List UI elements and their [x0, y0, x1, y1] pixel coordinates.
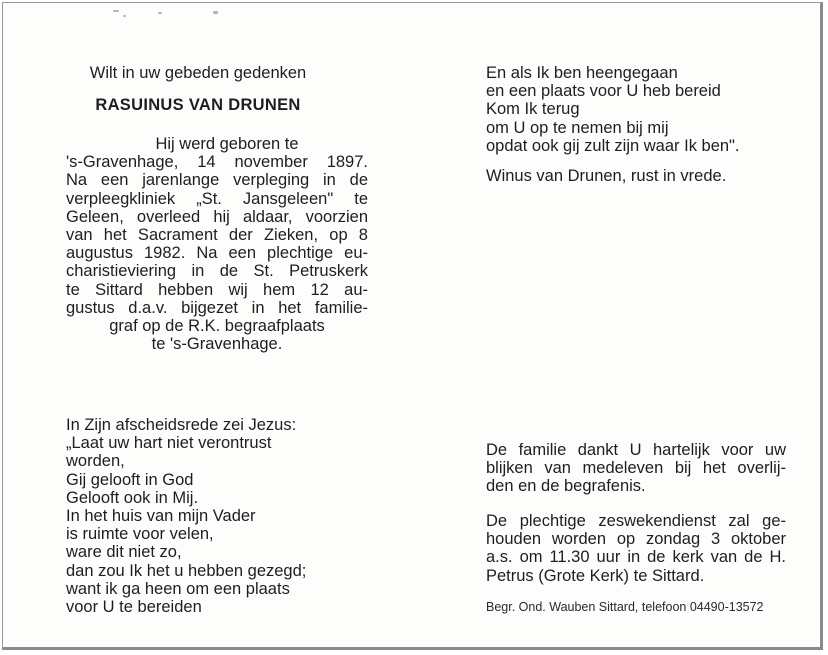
service-line: De plechtige zeswekendienst zal ge-	[486, 512, 786, 530]
service-line: houden worden op zondag 3 oktober	[486, 530, 786, 549]
scripture-line: „Laat uw hart niet verontrust	[66, 434, 272, 453]
scripture-line: In het huis van mijn Vader	[66, 507, 256, 526]
biography-line: charistieviering in de St. Petruskerk	[66, 262, 368, 281]
scan-specks	[113, 6, 233, 20]
scripture-line: Gelooft ook in Mij.	[66, 488, 199, 507]
intro-line	[63, 64, 333, 82]
thanks-paragraph	[486, 441, 786, 496]
printer-credit: Begr. Ond. Wauben Sittard, telefoon 04490-13572	[486, 600, 764, 614]
scripture-line: dan zou Ik het u hebben gezegd;	[66, 561, 307, 580]
thanks-line: den en de begrafenis.	[486, 477, 646, 496]
scripture-line: Gij gelooft in God	[66, 470, 194, 489]
farewell-text: Winus van Drunen, rust in vrede.	[486, 167, 727, 185]
biography-line: gustus d.a.v. bijgezet in het familie-	[66, 298, 368, 317]
biography-line: Geleen, overleed hij aldaar, voorzien	[66, 207, 368, 226]
biography-line: Hij werd geboren te	[155, 135, 299, 153]
scripture-line: is ruimte voor velen,	[66, 525, 214, 544]
farewell-line	[486, 167, 796, 185]
biography-line: verpleegkliniek „St. Jansgeleen" te	[66, 189, 368, 208]
quote-line: om U op te nemen bij mij	[486, 118, 669, 137]
biography-line: te Sittard hebben wij hem 12 au-	[66, 280, 368, 299]
service-line: Petrus (Grote Kerk) te Sittard.	[486, 566, 705, 585]
biography-line: te 's-Gravenhage.	[151, 335, 283, 354]
intro-text: Wilt in uw gebeden gedenken	[89, 64, 307, 82]
quote-line: opdat ook gij zult zijn waar Ik ben".	[486, 136, 740, 155]
biography-line: van het Sacrament der Zieken, op 8	[66, 226, 368, 245]
deceased-name: RASUINUS VAN DRUNEN	[95, 96, 301, 114]
scripture-line: In Zijn afscheidsrede zei Jezus:	[66, 416, 297, 434]
biography-line: augustus 1982. Na een plechtige eu-	[66, 244, 368, 263]
prayer-card	[2, 2, 823, 650]
scripture-line: voor U te bereiden	[66, 598, 202, 617]
service-line: a.s. om 11.30 uur in de kerk van de H.	[486, 548, 786, 567]
quote-line: Kom Ik terug	[486, 100, 580, 119]
biography-paragraph	[66, 135, 368, 353]
scripture-line: want ik ga heen om een plaats	[66, 579, 290, 598]
scripture-passage	[66, 416, 366, 616]
biography-line: 's-Gravenhage, 14 november 1897.	[66, 153, 368, 172]
biography-line: graf op de R.K. begraafplaats	[109, 317, 325, 336]
quote-line: En als Ik ben heengegaan	[486, 64, 678, 82]
scripture-line: worden,	[66, 452, 125, 471]
closing-quote	[486, 64, 796, 155]
thanks-line: blijken van medeleven bij het overlij-	[486, 459, 786, 478]
biography-line: Na een jarenlange verpleging in de	[66, 171, 368, 190]
service-paragraph	[486, 512, 786, 585]
thanks-line: De familie dankt U hartelijk voor uw	[486, 441, 786, 459]
quote-line: en een plaats voor U heb bereid	[486, 82, 721, 101]
scripture-line: ware dit niet zo,	[66, 543, 182, 562]
deceased-name-block	[63, 96, 333, 114]
